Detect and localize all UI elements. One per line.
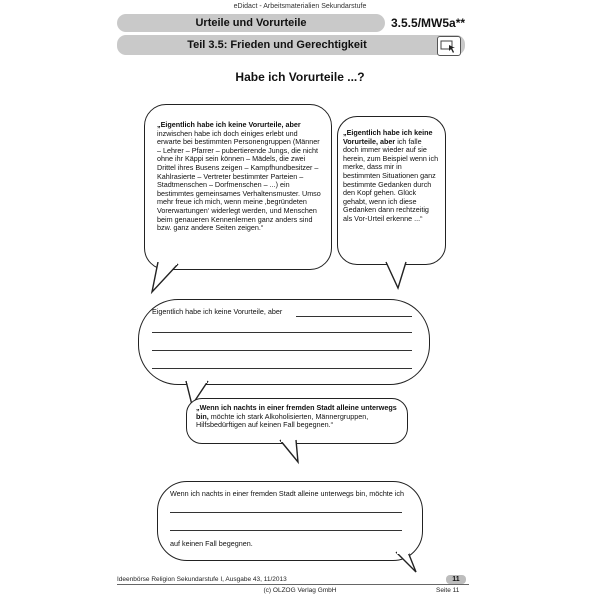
top-caption: eDidact - Arbeitsmaterialien Sekundarstufe [233,3,367,10]
quote-3-lead: „Wenn ich nachts in einer fremden Stadt alleine unterwegs bin, [196,403,397,421]
header-subtitle: Teil 3.5: Frieden und Gerechtigkeit [187,39,367,51]
answer-1-line-1[interactable] [296,316,412,317]
pointer-hand-icon [437,36,461,56]
bubble-tail-1 [150,262,190,296]
bubble-tail-4 [274,436,314,466]
answer-2-line-2[interactable] [170,530,402,531]
footer-copyright: (c) OLZOG Verlag GmbH [263,587,337,594]
quote-2-text [343,129,439,224]
quote-2-body: ich falle doch immer wieder auf sie herein, zum Beispiel wenn ich merke, dass mir in bestimmten Situationen ganz bestimmte Gedanken durch den Kopf gehen. Glück gehabt, wenn ich diese Gedanken dann rechtzeitig als Vor-Urteil erkenne ...“ [343,136,439,223]
material-code: 3.5.5/MW5a** [391,16,466,30]
page-number-badge: 11 [446,575,466,584]
answer-1-line-4[interactable] [152,368,412,369]
quote-3-text [196,404,400,430]
bubble-tail-2 [380,258,420,292]
quote-3-body: möchte ich stark Alkoholisierten, Männergruppen, Hilfsbedürftigen auf keinen Fall begegnen.“ [196,411,369,430]
footer-page-label: Seite 11 [436,587,460,594]
quote-1-body: inzwischen habe ich doch einiges erlebt und erwarte bei bestimmten Personengruppen (Männer – Lehrer – Pfarrer – pubertierende Jungs, die nicht ohne ihr Käppi sein können – Mädels, die zwei Drittel ihres Busens zeigen – Kampfhundbesitzer – Kahlrasierte – Vertreter bestimmter Parteien – Stadtmenschen – Dorfmenschen – ...) ein bestimmtes gemeinsames Verhaltensmuster. Umso mehr freue ich mich, wenn meine ‚begründeten Vorerwartungen‘ widerlegt werden, und Menschen beim genaueren Kennenlernen ganz anders sind bzw. ganz andere Seiten zeigen.“ [157,128,321,233]
footer-publication: Ideenbörse Religion Sekundarstufe I, Ausgabe 43, 11/2013 [117,576,287,583]
answer-1-line-2[interactable] [152,332,412,333]
quote-1-text [157,121,323,233]
footer-divider [117,584,469,585]
answer-1-prompt: Eigentlich habe ich keine Vorurteile, aber [152,307,283,316]
quote-2-lead: „Eigentlich habe ich keine Vorurteile, aber [343,128,433,146]
header-bar-title: Urteile und Vorurteile [195,17,307,29]
bubble-tail-5 [394,548,424,578]
page-title: Habe ich Vorurteile ...? [235,70,365,84]
answer-2-ending: auf keinen Fall begegnen. [170,539,253,548]
quote-1-lead: „Eigentlich habe ich keine Vorurteile, aber [157,120,301,129]
answer-1-line-3[interactable] [152,350,412,351]
answer-2-prompt: Wenn ich nachts in einer fremden Stadt alleine unterwegs bin, möchte ich [170,489,404,498]
answer-2-line-1[interactable] [170,512,402,513]
